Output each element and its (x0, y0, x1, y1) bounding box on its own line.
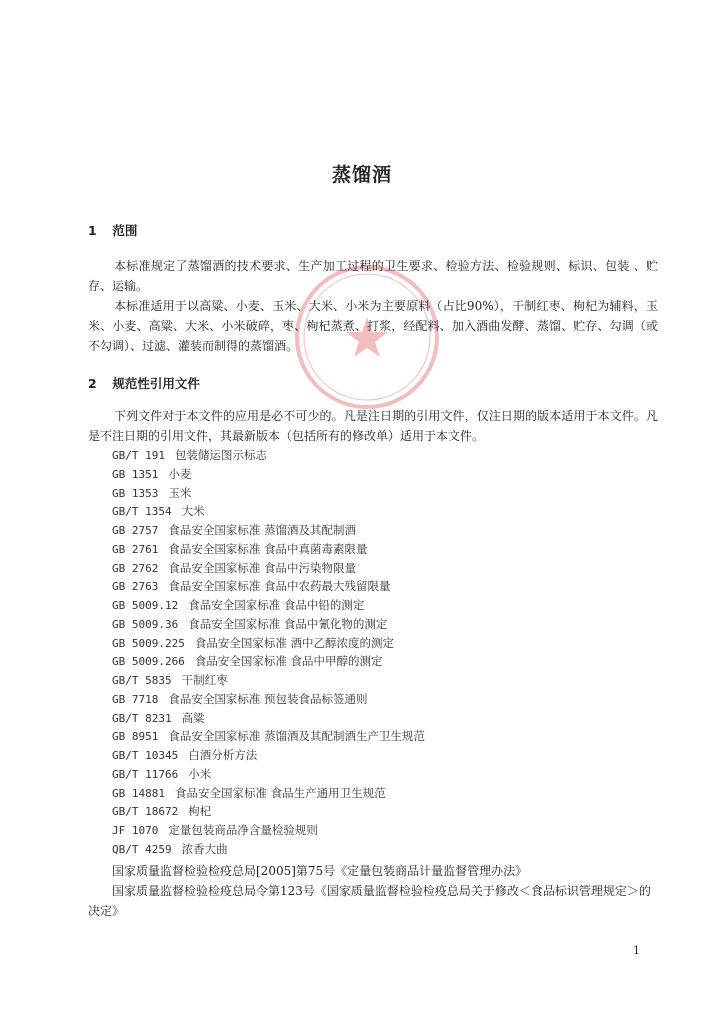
reference-title: 食品安全国家标准 食品中真菌毒素限量 (168, 541, 368, 556)
reference-title: 食品安全国家标准 食品中氰化物的测定 (188, 616, 388, 631)
regulation-note-1: 国家质量监督检验检疫总局[2005]第75号《定量包装商品计量监督管理办法》 (112, 864, 528, 878)
reference-item (88, 709, 668, 728)
reference-title: 干制红枣 (181, 673, 228, 687)
reference-item (88, 484, 668, 503)
section-1-title: 范围 (112, 223, 138, 238)
reference-title: 食品安全国家标准 食品中农药最大残留限量 (168, 579, 391, 594)
reference-title: 枸杞 (188, 804, 212, 819)
reference-code: QB/T 4259 (112, 842, 172, 856)
reference-code: GB 5009.12 (112, 599, 179, 612)
reference-code: GB/T 10345 (112, 749, 179, 762)
reference-item (88, 465, 668, 484)
section-1-heading (88, 221, 137, 239)
reference-title: 高粱 (181, 710, 205, 725)
reference-item (88, 596, 668, 615)
reference-title: 食品安全国家标准 食品中污染物限量 (168, 560, 357, 575)
reference-item (88, 840, 668, 859)
reference-item (88, 784, 668, 803)
reference-item (88, 634, 668, 653)
reference-title: 食品安全国家标准 蒸馏酒及其配制酒生产卫生规范 (168, 729, 426, 744)
reference-code: GB 7718 (112, 692, 159, 706)
reference-code: GB 14881 (112, 786, 165, 800)
reference-code: GB/T 191 (112, 449, 165, 462)
reference-item (88, 521, 668, 540)
references-intro-paragraph: 下列文件对于本文件的应用是必不可少的。凡是注日期的引用文件，仅注日期的版本适用于本文件。凡是不注日期的引用文件，其最新版本（包括所有的修改单）适用于本文件。 (88, 409, 658, 443)
section-2-number: 2 (88, 376, 97, 391)
reference-item (88, 652, 668, 671)
reference-title: 食品安全国家标准 预包装食品标签通则 (168, 691, 368, 706)
reference-code: GB/T 11766 (112, 767, 179, 781)
reference-item (88, 765, 668, 784)
section-1-number: 1 (88, 223, 97, 238)
section-2-title: 规范性引用文件 (112, 376, 200, 391)
reference-item (88, 746, 668, 765)
reference-title: 食品安全国家标准 食品中铅的测定 (188, 598, 365, 612)
reference-item (88, 559, 668, 578)
reference-code: GB 1351 (112, 467, 159, 481)
reference-title: 小米 (188, 766, 212, 781)
page-number: 1 (633, 944, 640, 957)
reference-title: 食品安全国家标准 食品中甲醇的测定 (194, 654, 383, 669)
document-title: 蒸馏酒 (331, 164, 392, 186)
reference-title: 浓香大曲 (181, 841, 228, 856)
reference-item (88, 671, 668, 690)
reference-code: GB/T 5835 (112, 674, 172, 687)
scope-paragraph-2: 本标准适用于以高粱、小麦、玉米、大米、小米为主要原料（占比90%），干制红枣、枸杞为辅料，玉米、小麦、高粱、大米、小米破碎，枣、枸杞蒸煮、打浆，经配料、加入酒曲发酵、蒸馏、贮存、勾调（或不勾调）、过滤、灌装而制得的蒸馏酒。 (88, 299, 658, 353)
reference-code: GB/T 8231 (112, 711, 172, 725)
reference-title: 白酒分析方法 (188, 748, 258, 762)
reference-code: GB 5009.225 (112, 636, 185, 650)
reference-code: GB 2761 (112, 542, 159, 556)
reference-title: 大米 (181, 504, 205, 519)
reference-item (88, 540, 668, 559)
reference-code: GB 5009.36 (112, 617, 179, 631)
reference-title: 小麦 (168, 466, 192, 481)
reference-title: 食品安全国家标准 酒中乙醇浓度的测定 (194, 635, 395, 650)
reference-code: GB/T 18672 (112, 805, 179, 819)
reference-item (88, 821, 668, 840)
reference-code: GB/T 1354 (112, 505, 172, 519)
reference-item (88, 802, 668, 821)
scope-paragraph-1: 本标准规定了蒸馏酒的技术要求、生产加工过程的卫生要求、检验方法、检验规则、标识、包装 、贮存、运输。 (88, 259, 658, 293)
reference-item (88, 577, 668, 596)
reference-title: 玉米 (168, 485, 192, 500)
reference-item (88, 446, 668, 465)
reference-code: GB 5009.266 (112, 655, 185, 669)
reference-title: 定量包装商品净含量检验规则 (168, 823, 318, 837)
reference-code: GB 2757 (112, 524, 159, 537)
reference-title: 食品安全国家标准 食品生产通用卫生规范 (174, 785, 386, 800)
reference-code: GB 1353 (112, 486, 159, 500)
reference-code: JF 1070 (112, 824, 159, 837)
section-2-heading (88, 374, 200, 392)
reference-item (88, 690, 668, 709)
reference-title: 食品安全国家标准 蒸馏酒及其配制酒 (168, 523, 357, 537)
reference-code: GB 2763 (112, 580, 159, 594)
reference-code: GB 2762 (112, 561, 159, 575)
reference-item (88, 615, 668, 634)
reference-item (88, 502, 668, 521)
regulation-note-2: 国家质量监督检验检疫总局令第123号《国家质量监督检验检疫总局关于修改＜食品标识管理规定＞的决定》 (88, 884, 651, 918)
reference-code: GB 8951 (112, 730, 159, 744)
reference-item (88, 727, 668, 746)
reference-title: 包装储运图示标志 (174, 448, 267, 462)
normative-references-list (88, 446, 668, 859)
